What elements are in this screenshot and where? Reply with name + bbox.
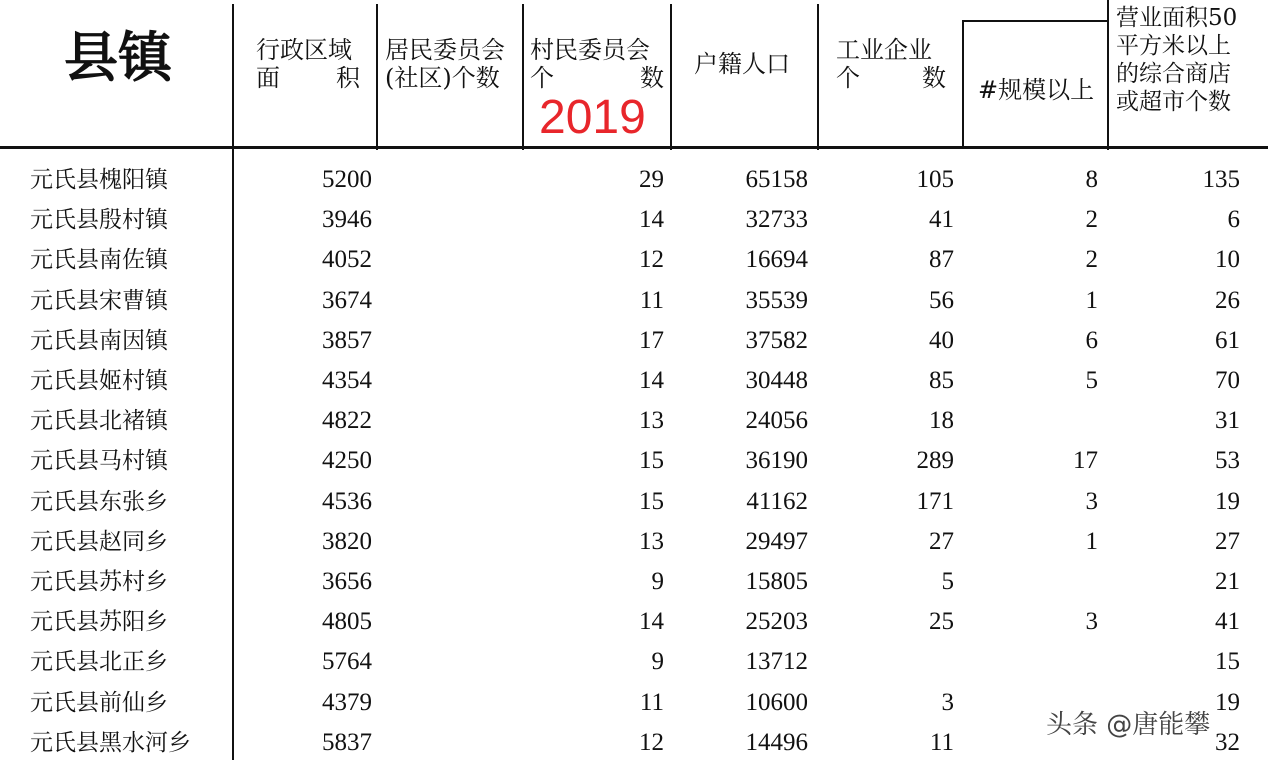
area-value: 3946 — [322, 206, 372, 234]
table-row — [0, 441, 1268, 481]
town-name: 元氏县赵同乡 — [30, 528, 168, 555]
header-divider-3 — [522, 4, 524, 150]
header-bottom-line — [0, 146, 1268, 149]
store-count: 19 — [1215, 688, 1240, 716]
village-committee-count: 12 — [639, 246, 664, 274]
village-committee-count: 15 — [639, 487, 664, 515]
industrial-enterprise-count: 40 — [929, 326, 954, 354]
industrial-enterprise-count: 85 — [929, 367, 954, 394]
area-value: 3857 — [322, 326, 372, 354]
table-row — [0, 200, 1268, 240]
area-header-line1: 行政区域 — [256, 36, 352, 64]
area-value: 4250 — [322, 447, 372, 475]
industrial-enterprise-count: 18 — [929, 407, 954, 435]
header-divider-4 — [670, 4, 672, 150]
area-value: 3674 — [322, 286, 372, 314]
area-value: 3656 — [322, 568, 372, 595]
village-committee-count: 12 — [639, 728, 664, 756]
store-count: 135 — [1202, 166, 1240, 193]
store-count: 41 — [1215, 608, 1240, 636]
area-value: 4379 — [322, 688, 372, 716]
county-town-header: 县镇 — [64, 26, 172, 89]
table-row — [0, 482, 1268, 522]
town-name: 元氏县槐阳镇 — [30, 167, 168, 193]
stores-header-line3: 的综合商店 — [1116, 61, 1231, 87]
registered-population-value: 30448 — [745, 367, 808, 394]
industrial-enterprise-count: 25 — [929, 608, 954, 636]
village-committee-count: 13 — [639, 527, 664, 555]
table-row — [0, 562, 1268, 602]
store-count: 6 — [1227, 206, 1240, 234]
table-row — [0, 160, 1268, 200]
watermark: 头条 @唐能攀 — [1046, 710, 1211, 740]
village-committee-count: 15 — [639, 447, 664, 475]
area-value: 4052 — [322, 246, 372, 274]
registered-population-value: 32733 — [745, 206, 808, 234]
town-name: 元氏县北正乡 — [30, 649, 168, 676]
village-committee-header — [530, 36, 664, 92]
village-committee-count: 11 — [639, 688, 664, 716]
area-value: 4822 — [322, 407, 372, 435]
year-overlay: 2019 — [539, 91, 646, 144]
industrial-enterprise-count: 87 — [929, 246, 954, 274]
table-row — [0, 361, 1268, 401]
header-divider-5 — [817, 4, 819, 150]
residents-header-line2: (社区)个数 — [385, 64, 500, 92]
registered-population-value: 36190 — [745, 447, 808, 475]
above-scale-count: 3 — [1085, 608, 1098, 636]
village-committee-count: 9 — [651, 568, 664, 595]
above-scale-count: 17 — [1073, 447, 1098, 475]
industrial-enterprise-count — [860, 642, 954, 682]
town-name: 元氏县北褚镇 — [30, 408, 168, 435]
registered-population-value: 16694 — [745, 246, 808, 274]
header-divider-2 — [376, 4, 378, 150]
town-name: 元氏县前仙乡 — [30, 689, 168, 716]
village-header-char1: 个 — [530, 64, 554, 92]
above-scale-count: 3 — [1085, 487, 1098, 515]
table-row — [0, 602, 1268, 642]
industrial-enterprises-header — [836, 36, 946, 92]
above-scale-count — [1020, 401, 1098, 441]
subheader-top-line — [962, 20, 1109, 22]
village-committee-count: 11 — [639, 286, 664, 314]
town-name: 元氏县南佐镇 — [30, 247, 168, 274]
store-count: 53 — [1215, 447, 1240, 475]
store-count: 21 — [1215, 568, 1240, 595]
registered-population-value: 29497 — [745, 527, 808, 555]
above-scale-header: #规模以上 — [978, 76, 1095, 104]
area-header-char2: 积 — [336, 64, 360, 92]
industrial-enterprise-count: 289 — [916, 447, 954, 475]
industrial-enterprise-count: 41 — [929, 206, 954, 234]
registered-population-value: 37582 — [745, 326, 808, 354]
area-value: 4805 — [322, 608, 372, 636]
store-count: 19 — [1215, 487, 1240, 515]
registered-population-value: 35539 — [745, 286, 808, 314]
area-value: 3820 — [322, 527, 372, 555]
area-value: 5200 — [322, 166, 372, 193]
registered-population-value: 13712 — [745, 648, 808, 676]
town-name: 元氏县苏村乡 — [30, 569, 168, 595]
header-divider-7 — [1107, 0, 1109, 150]
above-scale-count — [1020, 642, 1098, 682]
registered-population-value: 10600 — [745, 688, 808, 716]
table-row — [0, 321, 1268, 361]
store-count: 26 — [1215, 286, 1240, 314]
town-name: 元氏县苏阳乡 — [30, 609, 168, 636]
village-committee-count: 9 — [651, 648, 664, 676]
residents-committee-header — [385, 36, 505, 92]
stores-header — [1116, 4, 1237, 116]
industrial-header-char2: 数 — [922, 64, 946, 92]
town-name: 元氏县黑水河乡 — [30, 729, 191, 756]
village-committee-count: 17 — [639, 326, 664, 354]
area-header — [256, 36, 360, 92]
store-count: 70 — [1215, 367, 1240, 394]
table-row — [0, 401, 1268, 441]
above-scale-count: 5 — [1085, 367, 1098, 394]
store-count: 15 — [1215, 648, 1240, 676]
town-name: 元氏县马村镇 — [30, 448, 168, 475]
area-header-line2 — [256, 64, 360, 92]
above-scale-count: 1 — [1085, 286, 1098, 314]
town-name: 元氏县宋曹镇 — [30, 287, 168, 314]
town-name: 元氏县东张乡 — [30, 488, 168, 515]
registered-population-value: 41162 — [746, 487, 808, 515]
area-value: 5837 — [322, 728, 372, 756]
area-header-char1: 面 — [256, 64, 280, 92]
stores-header-line2: 平方米以上 — [1116, 33, 1231, 59]
village-committee-count: 29 — [639, 166, 664, 193]
header-divider-1 — [232, 4, 234, 150]
store-count: 10 — [1215, 246, 1240, 274]
industrial-header-char1: 个 — [836, 64, 860, 92]
village-committee-count: 13 — [639, 407, 664, 435]
store-count: 32 — [1215, 728, 1240, 756]
above-scale-count: 8 — [1085, 166, 1098, 193]
stores-header-line4: 或超市个数 — [1116, 89, 1231, 115]
store-count: 27 — [1215, 527, 1240, 555]
table-row — [0, 281, 1268, 321]
village-committee-count: 14 — [639, 608, 664, 636]
industrial-enterprise-count: 3 — [941, 688, 954, 716]
residents-header-line1: 居民委员会 — [385, 36, 505, 64]
table-row — [0, 642, 1268, 682]
store-count: 31 — [1215, 407, 1240, 435]
above-scale-count: 6 — [1085, 326, 1098, 354]
village-committee-count: 14 — [639, 367, 664, 394]
industrial-header-line2 — [836, 64, 946, 92]
area-value: 5764 — [322, 648, 372, 676]
industrial-enterprise-count: 105 — [916, 166, 954, 193]
registered-population-value: 24056 — [745, 407, 808, 435]
stores-header-line1: 营业面积50 — [1116, 5, 1238, 31]
industrial-header-line1: 工业企业 — [836, 36, 932, 64]
above-scale-count: 1 — [1085, 527, 1098, 555]
header-divider-6 — [962, 20, 964, 146]
industrial-enterprise-count: 56 — [929, 286, 954, 314]
above-scale-count: 2 — [1085, 206, 1098, 234]
table-row — [0, 240, 1268, 280]
village-header-char2: 数 — [640, 64, 664, 92]
village-committee-count: 14 — [639, 206, 664, 234]
area-value: 4536 — [322, 487, 372, 515]
table-row — [0, 522, 1268, 562]
town-name: 元氏县姬村镇 — [30, 368, 168, 394]
industrial-enterprise-count: 171 — [916, 487, 954, 515]
registered-population-value: 14496 — [745, 728, 808, 756]
industrial-enterprise-count: 27 — [929, 527, 954, 555]
town-name: 元氏县殷村镇 — [30, 207, 168, 234]
village-header-line1: 村民委员会 — [530, 36, 650, 64]
store-count: 61 — [1215, 326, 1240, 354]
industrial-enterprise-count: 11 — [929, 728, 954, 756]
industrial-enterprise-count: 5 — [941, 568, 954, 595]
area-value: 4354 — [322, 367, 372, 394]
registered-population-value: 15805 — [745, 568, 808, 595]
above-scale-count: 2 — [1085, 246, 1098, 274]
registered-population-value: 25203 — [745, 608, 808, 636]
registered-population-value: 65158 — [745, 166, 808, 193]
town-name: 元氏县南因镇 — [30, 327, 168, 354]
registered-population-header: 户籍人口 — [694, 50, 790, 78]
village-header-line2 — [530, 64, 664, 92]
above-scale-count — [1020, 562, 1098, 602]
